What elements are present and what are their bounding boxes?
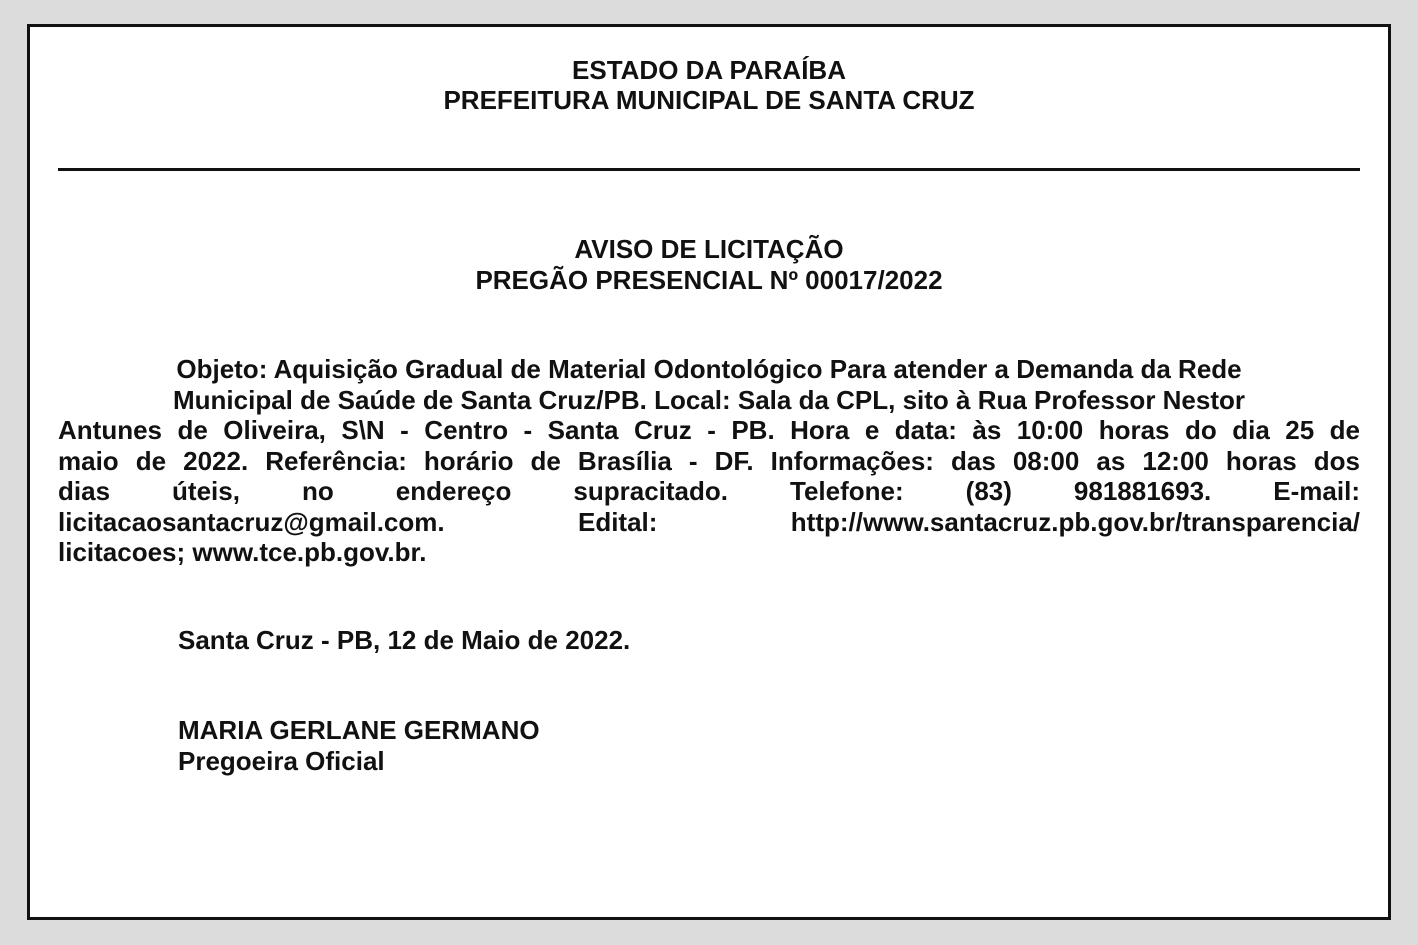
signer-name: MARIA GERLANE GERMANO: [178, 715, 540, 745]
notice-frame: [27, 24, 1391, 920]
body-line: licitacoes; www.tce.pb.gov.br.: [58, 537, 427, 567]
body-line: Antunes de Oliveira, S\N - Centro - Santa Cruz - PB. Hora e data: às 10:00 horas do dia 25 de: [58, 415, 1360, 445]
notice-subtitle: PREGÃO PRESENCIAL Nº 00017/2022: [475, 265, 943, 295]
notice-title-block: [30, 234, 1388, 296]
notice-body: [58, 354, 1360, 568]
body-line: maio de 2022. Referência: horário de Brasília - DF. Informações: das 08:00 as 12:00 horas dos: [58, 445, 1360, 476]
body-line: licitacaosantacruz@gmail.com. Edital: http://www.santacruz.pb.gov.br/transparencia/: [58, 506, 1360, 537]
municipality-name: PREFEITURA MUNICIPAL DE SANTA CRUZ: [443, 85, 975, 115]
signer-role: Pregoeira Oficial: [178, 746, 385, 776]
divider: [58, 168, 1360, 171]
body-line: Municipal de Saúde de Santa Cruz/PB. Local: Sala da CPL, sito à Rua Professor Nestor: [172, 384, 1246, 415]
notice-title: AVISO DE LICITAÇÃO: [574, 234, 844, 264]
body-line: dias úteis, no endereço supracitado. Telefone: (83) 981881693. E-mail:: [58, 476, 1360, 506]
signature-block: [178, 715, 540, 777]
body-line: Objeto: Aquisição Gradual de Material Odontológico Para atender a Demanda da Rede: [176, 354, 1242, 384]
place-date: Santa Cruz - PB, 12 de Maio de 2022.: [178, 625, 631, 655]
state-name: ESTADO DA PARAÍBA: [572, 55, 846, 85]
header: [30, 55, 1388, 115]
